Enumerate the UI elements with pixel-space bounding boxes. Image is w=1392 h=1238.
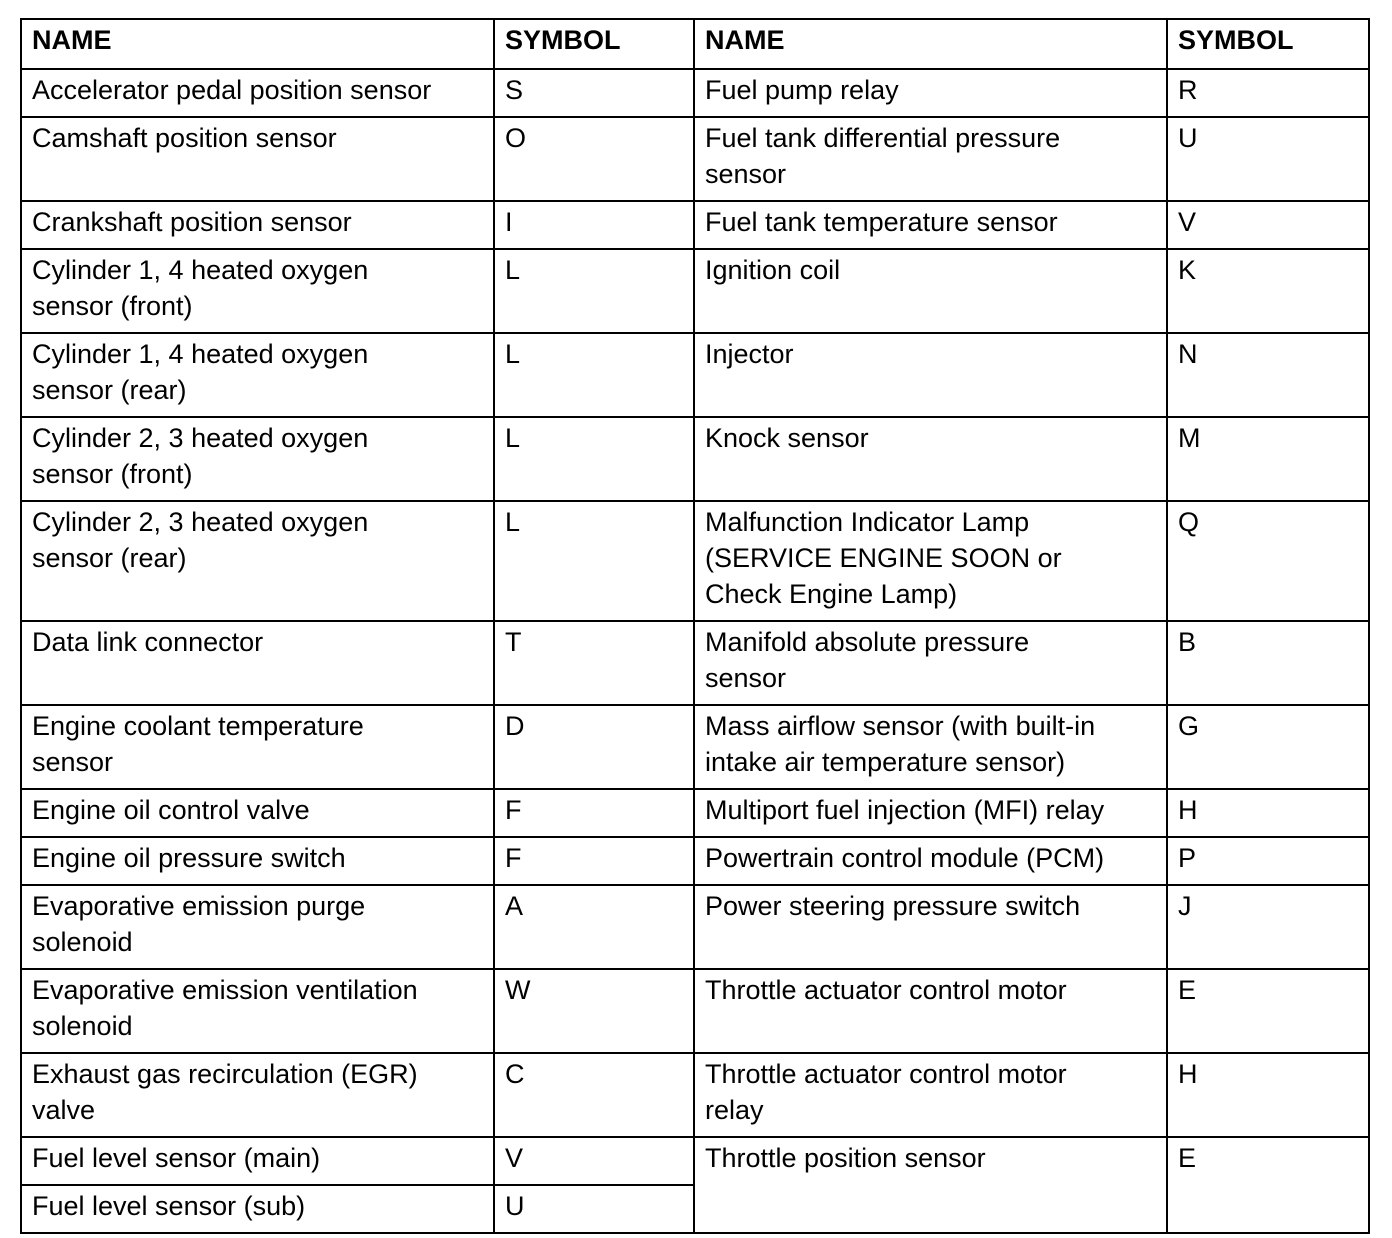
table-row [21, 417, 1369, 501]
table-row [21, 117, 1369, 201]
left-symbol-cell: O [494, 117, 694, 201]
left-name-cell: Engine oil pressure switch [21, 837, 494, 885]
table-row [21, 621, 1369, 705]
table-row [21, 969, 1369, 1053]
right-name-cell: Throttle actuator control motor relay [694, 1053, 1167, 1137]
left-name-cell: Cylinder 2, 3 heated oxygen sensor (rear) [21, 501, 494, 621]
right-symbol-cell: G [1167, 705, 1369, 789]
table-header-row [21, 19, 1369, 69]
left-name-cell: Evaporative emission purge solenoid [21, 885, 494, 969]
header-name-right: NAME [694, 19, 1167, 69]
left-symbol-cell: D [494, 705, 694, 789]
component-symbol-table [20, 18, 1370, 1234]
left-name-cell: Fuel level sensor (main) [21, 1137, 494, 1185]
right-symbol-cell: H [1167, 1053, 1369, 1137]
right-name-cell: Malfunction Indicator Lamp (SERVICE ENGINE SOON or Check Engine Lamp) [694, 501, 1167, 621]
left-symbol-cell: F [494, 837, 694, 885]
right-symbol-cell: P [1167, 837, 1369, 885]
table-row [21, 333, 1369, 417]
left-name-cell: Exhaust gas recirculation (EGR) valve [21, 1053, 494, 1137]
left-name-cell: Crankshaft position sensor [21, 201, 494, 249]
header-symbol-right: SYMBOL [1167, 19, 1369, 69]
left-name-cell: Data link connector [21, 621, 494, 705]
right-name-cell: Manifold absolute pressure sensor [694, 621, 1167, 705]
left-symbol-cell: W [494, 969, 694, 1053]
table-row [21, 1053, 1369, 1137]
right-symbol-cell: J [1167, 885, 1369, 969]
right-name-cell: Knock sensor [694, 417, 1167, 501]
header-symbol-left: SYMBOL [494, 19, 694, 69]
right-symbol-cell: U [1167, 117, 1369, 201]
right-symbol-cell: E [1167, 1137, 1369, 1233]
left-symbol-cell: V [494, 1137, 694, 1185]
left-name-cell: Cylinder 2, 3 heated oxygen sensor (front) [21, 417, 494, 501]
right-symbol-cell: Q [1167, 501, 1369, 621]
table-row [21, 789, 1369, 837]
table-row [21, 885, 1369, 969]
right-name-cell: Power steering pressure switch [694, 885, 1167, 969]
table-row [21, 705, 1369, 789]
left-symbol-cell: L [494, 249, 694, 333]
left-symbol-cell: S [494, 69, 694, 117]
left-symbol-cell: C [494, 1053, 694, 1137]
left-name-cell: Cylinder 1, 4 heated oxygen sensor (rear) [21, 333, 494, 417]
right-name-cell: Fuel tank differential pressure sensor [694, 117, 1167, 201]
right-name-cell: Ignition coil [694, 249, 1167, 333]
left-symbol-cell: A [494, 885, 694, 969]
right-name-cell: Throttle actuator control motor [694, 969, 1167, 1053]
left-name-cell: Cylinder 1, 4 heated oxygen sensor (front) [21, 249, 494, 333]
right-name-cell: Powertrain control module (PCM) [694, 837, 1167, 885]
left-name-cell: Accelerator pedal position sensor [21, 69, 494, 117]
table-row [21, 501, 1369, 621]
right-symbol-cell: B [1167, 621, 1369, 705]
right-name-cell: Fuel tank temperature sensor [694, 201, 1167, 249]
right-name-cell: Throttle position sensor [694, 1137, 1167, 1233]
table-row [21, 249, 1369, 333]
left-symbol-cell: I [494, 201, 694, 249]
right-symbol-cell: K [1167, 249, 1369, 333]
table-row [21, 1137, 1369, 1185]
right-symbol-cell: M [1167, 417, 1369, 501]
right-name-cell: Injector [694, 333, 1167, 417]
left-name-cell: Engine coolant temperature sensor [21, 705, 494, 789]
right-name-cell: Multiport fuel injection (MFI) relay [694, 789, 1167, 837]
left-name-cell: Evaporative emission ventilation solenoid [21, 969, 494, 1053]
left-name-cell: Fuel level sensor (sub) [21, 1185, 494, 1233]
right-symbol-cell: N [1167, 333, 1369, 417]
right-symbol-cell: E [1167, 969, 1369, 1053]
left-symbol-cell: L [494, 333, 694, 417]
right-name-cell: Mass airflow sensor (with built-in intake air temperature sensor) [694, 705, 1167, 789]
left-name-cell: Camshaft position sensor [21, 117, 494, 201]
left-symbol-cell: L [494, 417, 694, 501]
right-symbol-cell: H [1167, 789, 1369, 837]
header-name-left: NAME [21, 19, 494, 69]
left-name-cell: Engine oil control valve [21, 789, 494, 837]
left-symbol-cell: U [494, 1185, 694, 1233]
left-symbol-cell: F [494, 789, 694, 837]
left-symbol-cell: T [494, 621, 694, 705]
right-name-cell: Fuel pump relay [694, 69, 1167, 117]
table-row [21, 837, 1369, 885]
right-symbol-cell: V [1167, 201, 1369, 249]
table-row [21, 69, 1369, 117]
table-row [21, 201, 1369, 249]
right-symbol-cell: R [1167, 69, 1369, 117]
left-symbol-cell: L [494, 501, 694, 621]
